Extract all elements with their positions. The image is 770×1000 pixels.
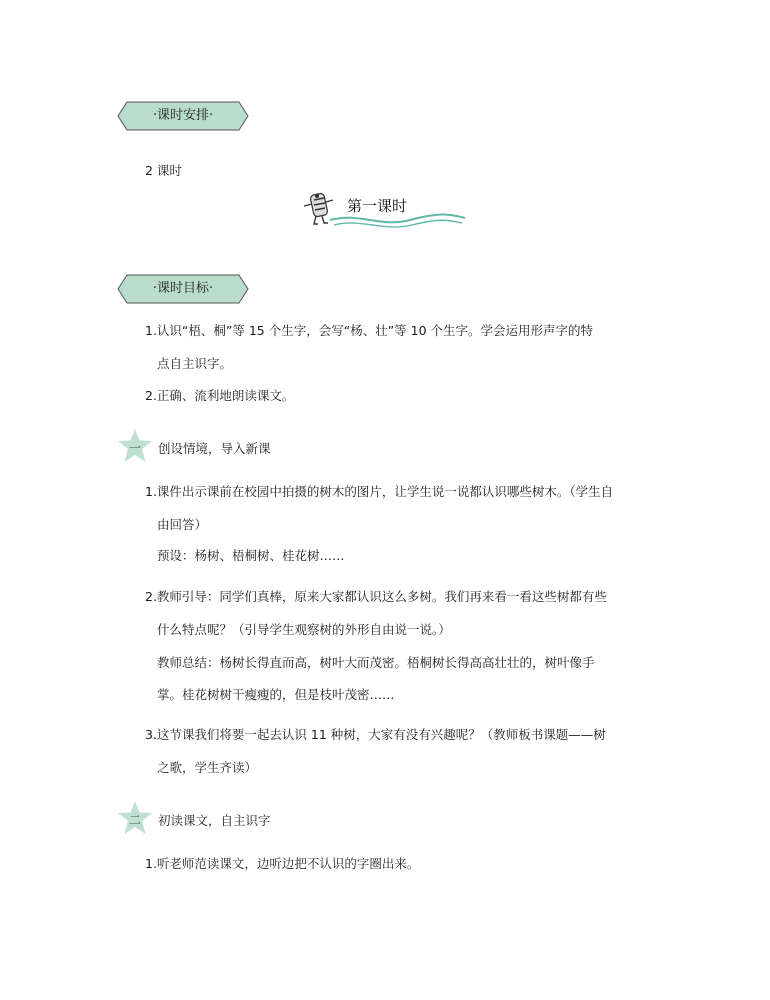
section-number: 二	[128, 813, 141, 827]
goals-tag-label: ·课时目标·	[152, 281, 214, 296]
content-line: 2.教师引导：同学们真棒，原来大家都认识这么多树。我们再来看一看这些树都有些	[145, 589, 607, 604]
goal-line: 1.认识“梧、桐”等 15 个生字，会写“杨、壮”等 10 个生字。学会运用形声字的特	[145, 323, 594, 338]
content-line: 掌。桂花树树干瘦瘦的，但是枝叶茂密……	[157, 687, 395, 702]
section-title: 创设情境，导入新课	[158, 441, 271, 456]
content-line: 1.课件出示课前在校园中拍摄的树木的图片，让学生说一说都认识哪些树木。（学生自	[145, 484, 614, 499]
lesson-title: 第一课时	[347, 197, 408, 215]
content-line: 3.这节课我们将要一起去认识 11 种树，大家有没有兴趣呢？（教师板书课题——树	[145, 727, 606, 742]
schedule-tag-label: ·课时安排·	[152, 108, 214, 123]
content-line: 教师总结：杨树长得直而高，树叶大而茂密。梧桐树长得高高壮壮的，树叶像手	[157, 655, 595, 670]
content-line: 1.听老师范读课文，边听边把不认识的字圈出来。	[145, 856, 420, 871]
goal-line: 点自主识字。	[157, 356, 233, 371]
content-line: 之歌，学生齐读）	[157, 760, 258, 775]
content-line: 由回答）	[157, 517, 208, 532]
section-heading	[116, 800, 416, 836]
section-title: 初读课文，自主识字	[158, 813, 271, 828]
goal-line: 2.正确、流利地朗读课文。	[145, 388, 295, 403]
section-heading	[116, 428, 416, 464]
section-number: 一	[128, 441, 141, 455]
content-line: 预设：杨树、梧桐树、桂花树……	[157, 548, 345, 563]
lesson-title-block	[300, 190, 470, 230]
content-line: 什么特点呢？（引导学生观察树的外形自由说一说。）	[157, 622, 451, 637]
schedule-text: 2 课时	[145, 163, 182, 178]
goals-tag	[117, 274, 249, 304]
schedule-tag	[117, 101, 249, 131]
